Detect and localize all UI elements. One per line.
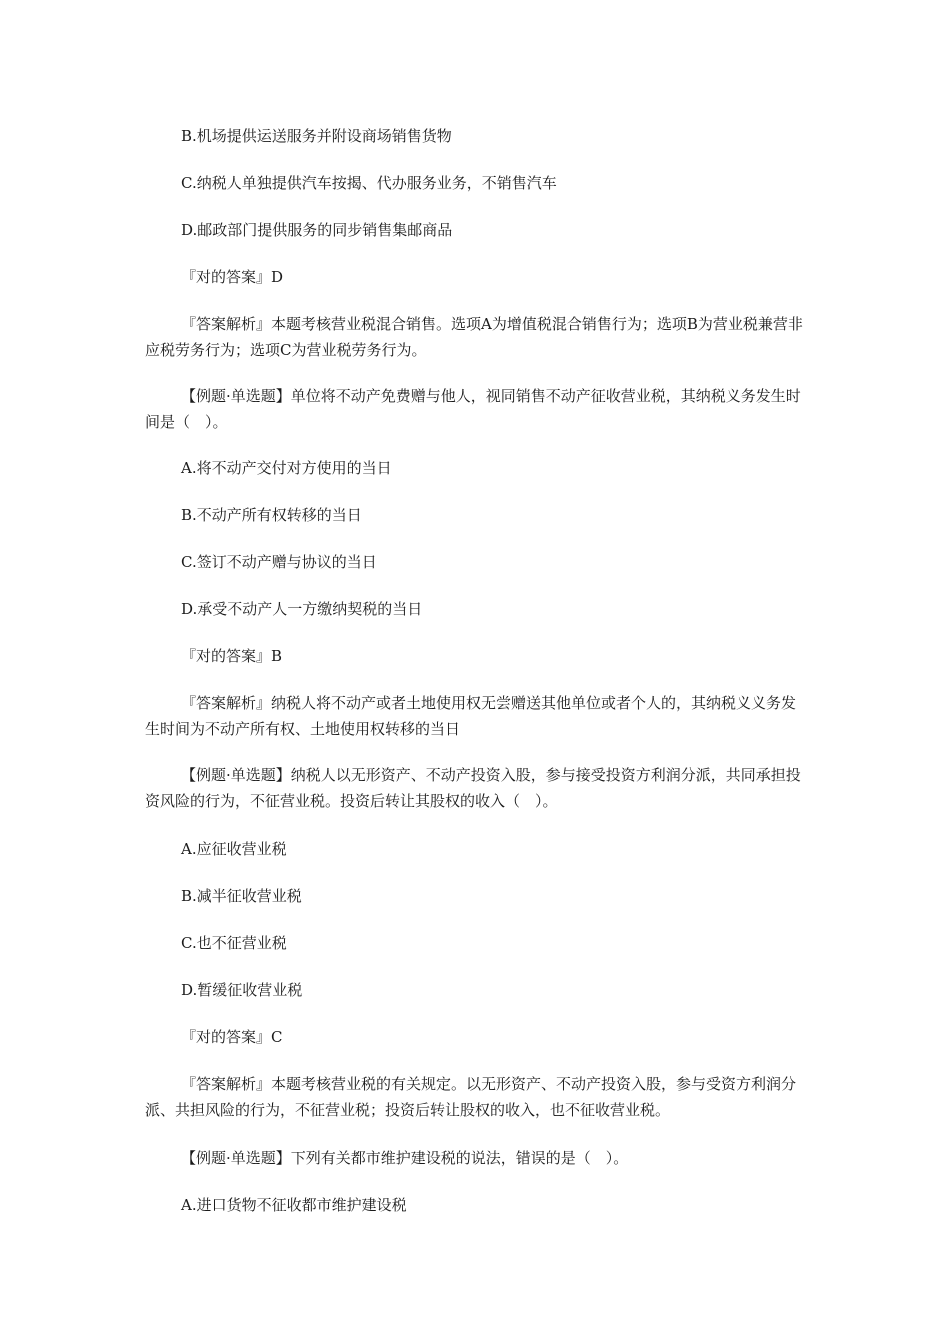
option-b: B.减半征收营业税 (181, 887, 302, 905)
option-b: B.机场提供运送服务并附设商场销售货物 (181, 127, 452, 145)
option-d: D.暂缓征收营业税 (181, 981, 303, 999)
answer-explanation: 『答案解析』纳税人将不动产或者土地使用权无尝赠送其他单位或者个人的，其纳税义义务发生时间为不动产所有权、土地使用权转移的当日 (145, 694, 797, 738)
option-a: A.应征收营业税 (181, 840, 287, 858)
correct-answer: 『对的答案』D (181, 268, 284, 286)
option-c: C.也不征营业税 (181, 934, 287, 952)
correct-answer: 『对的答案』C (181, 1028, 283, 1046)
question-title: 【例题·单选题】纳税人以无形资产、不动产投资入股，参与接受投资方利润分派，共同承担投资风险的行为，不征营业税。投资后转让其股权的收入（ ）。 (145, 766, 801, 810)
option-b: B.不动产所有权转移的当日 (181, 506, 362, 524)
option-a: A.将不动产交付对方使用的当日 (181, 459, 392, 477)
question-title: 【例题·单选题】单位将不动产免费赠与他人，视同销售不动产征收营业税，其纳税义务发生时间是（ ）。 (145, 387, 801, 431)
option-d: D.邮政部门提供服务的同步销售集邮商品 (181, 221, 453, 239)
correct-answer: 『对的答案』B (181, 647, 283, 665)
question-title: 【例题·单选题】下列有关都市维护建设税的说法，错误的是（ ）。 (181, 1149, 629, 1167)
option-c: C.纳税人单独提供汽车按揭、代办服务业务，不销售汽车 (181, 174, 557, 192)
option-a: A.进口货物不征收都市维护建设税 (181, 1196, 407, 1214)
option-c: C.签订不动产赠与协议的当日 (181, 553, 377, 571)
answer-explanation: 『答案解析』本题考核营业税混合销售。选项A为增值税混合销售行为；选项B为营业税兼营非应税劳务行为；选项C为营业税劳务行为。 (145, 315, 803, 359)
option-d: D.承受不动产人一方缴纳契税的当日 (181, 600, 423, 618)
answer-explanation: 『答案解析』本题考核营业税的有关规定。以无形资产、不动产投资入股，参与受资方利润分派、共担风险的行为，不征营业税；投资后转让股权的收入，也不征收营业税。 (145, 1075, 797, 1119)
